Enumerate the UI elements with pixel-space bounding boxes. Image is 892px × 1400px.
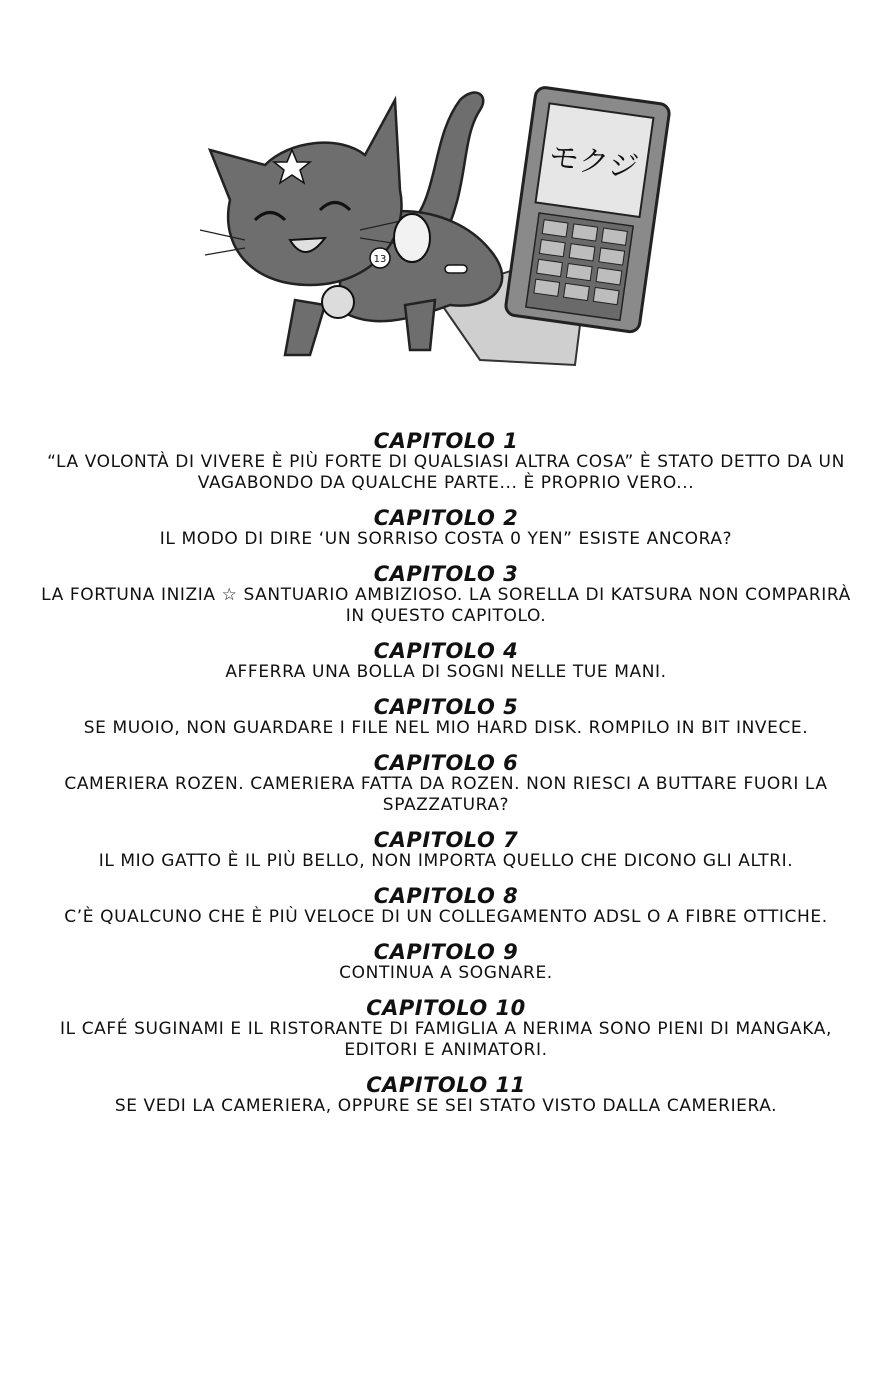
chapter-title: CAPITOLO 3 (373, 562, 519, 586)
chapter-title: CAPITOLO 4 (373, 639, 519, 663)
chapter-1 (0, 430, 892, 494)
chapter-5 (0, 696, 892, 739)
collar-tag-text: 13 (373, 254, 387, 265)
chapter-title: CAPITOLO 7 (373, 828, 519, 852)
phone-screen-text: モクジ (546, 138, 641, 187)
cat-and-phone-illustration (190, 80, 690, 380)
phone-icon (505, 86, 671, 333)
chapter-description: IL CAFÉ SUGINAMI E IL RISTORANTE DI FAMIGLIA A NERIMA SONO PIENI DI MANGAKA, EDITORI E ANIMATORI. (60, 1019, 832, 1060)
chapter-9 (0, 941, 892, 984)
table-of-contents (0, 430, 892, 1130)
chapter-title: CAPITOLO 11 (366, 1073, 526, 1097)
chapter-2 (0, 507, 892, 550)
chapter-description: LA FORTUNA INIZIA ☆ SANTUARIO AMBIZIOSO. LA SORELLA DI KATSURA NON COMPARIRÀ IN QUESTO CAPITOLO. (41, 585, 851, 626)
chapter-3 (0, 563, 892, 627)
chapter-title: CAPITOLO 1 (373, 429, 519, 453)
chapter-description: CONTINUA A SOGNARE. (339, 963, 553, 983)
chapter-7 (0, 829, 892, 872)
chapter-description: AFFERRA UNA BOLLA DI SOGNI NELLE TUE MANI. (225, 662, 667, 682)
chapter-description: SE VEDI LA CAMERIERA, OPPURE SE SEI STATO VISTO DALLA CAMERIERA. (114, 1096, 778, 1116)
chapter-description: CAMERIERA ROZEN. CAMERIERA FATTA DA ROZEN. NON RIESCI A BUTTARE FUORI LA SPAZZATURA? (64, 774, 828, 815)
bell-icon (322, 286, 354, 318)
chapter-title: CAPITOLO 2 (373, 506, 519, 530)
chapter-11 (0, 1074, 892, 1117)
chapter-description: SE MUOIO, NON GUARDARE I FILE NEL MIO HARD DISK. ROMPILO IN BIT INVECE. (83, 718, 809, 738)
cat-leg-front (285, 300, 325, 355)
chapter-10 (0, 997, 892, 1061)
hockey-mask-icon (394, 214, 430, 262)
chapter-description: IL MODO DI DIRE ‘UN SORRISO COSTA 0 YEN” ESISTE ANCORA? (159, 529, 733, 549)
chapter-title: CAPITOLO 5 (373, 695, 519, 719)
chapter-8 (0, 885, 892, 928)
chapter-6 (0, 752, 892, 816)
chapter-description: C’È QUALCUNO CHE È PIÙ VELOCE DI UN COLLEGAMENTO ADSL O A FIBRE OTTICHE. (64, 907, 828, 927)
chapter-title: CAPITOLO 9 (373, 940, 519, 964)
chapter-description: “LA VOLONTÀ DI VIVERE È PIÙ FORTE DI QUALSIASI ALTRA COSA” È STATO DETTO DA UN VAGABONDO DA QUALCHE PARTE... È PROPRIO VERO... (47, 452, 845, 493)
chapter-title: CAPITOLO 6 (373, 751, 519, 775)
chapter-4 (0, 640, 892, 683)
chapter-title: CAPITOLO 8 (373, 884, 519, 908)
chapter-description: IL MIO GATTO È IL PIÙ BELLO, NON IMPORTA QUELLO CHE DICONO GLI ALTRI. (98, 851, 794, 871)
chapter-title: CAPITOLO 10 (366, 996, 526, 1020)
cat-leg-back (405, 300, 435, 350)
bone-icon (445, 265, 467, 273)
